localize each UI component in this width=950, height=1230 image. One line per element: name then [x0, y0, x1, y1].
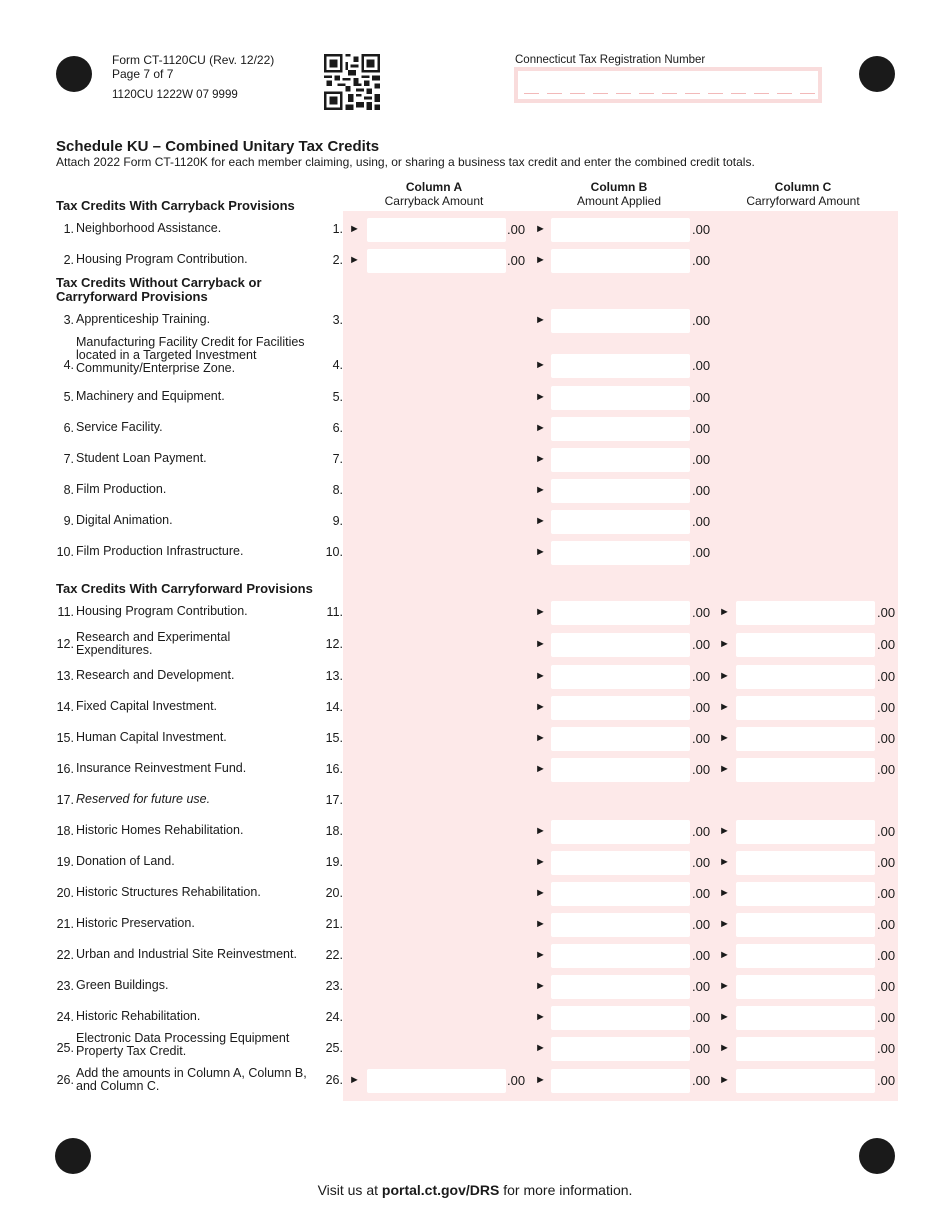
- line-16-column-c-input[interactable]: [736, 758, 875, 782]
- line-9-column-b-input[interactable]: [551, 510, 690, 534]
- line-number: 2.: [63, 253, 74, 267]
- line-number-right: 2.: [332, 253, 343, 267]
- entry-arrow-icon: ►: [719, 1011, 730, 1023]
- line-10-column-b-input[interactable]: [551, 541, 690, 565]
- line-12-column-b-input[interactable]: [551, 633, 690, 657]
- cents-label: .00: [692, 605, 711, 620]
- cents-label: .00: [507, 222, 526, 237]
- line-number-right: 7.: [332, 452, 343, 466]
- line-label: Research and Development.: [76, 668, 235, 682]
- line-number-right: 24.: [325, 1010, 343, 1024]
- line-23-column-b-input[interactable]: [551, 975, 690, 999]
- line-label: Service Facility.: [76, 420, 163, 434]
- entry-arrow-icon: ►: [535, 732, 546, 744]
- cents-label: .00: [507, 1073, 526, 1088]
- registration-number-field[interactable]: [514, 67, 822, 103]
- cents-label: .00: [692, 979, 711, 994]
- schedule-title: Schedule KU – Combined Unitary Tax Credits: [56, 138, 380, 155]
- line-number-right: 14.: [325, 700, 343, 714]
- entry-arrow-icon: ►: [349, 223, 360, 235]
- cents-label: .00: [877, 1073, 896, 1088]
- cents-label: .00: [692, 253, 711, 268]
- entry-arrow-icon: ►: [719, 763, 730, 775]
- line-number: 7.: [63, 452, 74, 466]
- line-number: 19.: [56, 855, 74, 869]
- cents-label: .00: [877, 637, 896, 652]
- entry-arrow-icon: ►: [719, 1042, 730, 1054]
- line-label: Fixed Capital Investment.: [76, 699, 218, 713]
- line-label: Neighborhood Assistance.: [76, 221, 222, 235]
- entry-arrow-icon: ►: [535, 314, 546, 326]
- cents-label: .00: [692, 731, 711, 746]
- entry-arrow-icon: ►: [535, 546, 546, 558]
- column-c-subtitle: Carryforward Amount: [746, 194, 860, 208]
- line-number-right: 4.: [332, 358, 343, 372]
- line-label: Manufacturing Facility Credit for Facilities located in a Targeted Investment Community/Enterprise Zone.: [76, 335, 305, 375]
- entry-arrow-icon: ►: [719, 638, 730, 650]
- line-3-column-b-input[interactable]: [551, 309, 690, 333]
- line-number-right: 5.: [332, 390, 343, 404]
- footer-prefix: Visit us at: [317, 1182, 378, 1198]
- line-1-column-b-input[interactable]: [551, 218, 690, 242]
- line-label: Historic Preservation.: [76, 916, 195, 930]
- footer-note: [0, 1182, 950, 1198]
- line-number: 21.: [56, 917, 74, 931]
- line-number-right: 6.: [332, 421, 343, 435]
- cents-label: .00: [877, 1010, 896, 1025]
- line-label: Historic Structures Rehabilitation.: [76, 885, 261, 899]
- line-label: Film Production Infrastructure.: [76, 544, 244, 558]
- section-carryforward-heading: Tax Credits With Carryforward Provisions: [56, 581, 313, 596]
- line-number-right: 22.: [325, 948, 343, 962]
- cents-label: .00: [877, 1041, 896, 1056]
- entry-arrow-icon: ►: [719, 949, 730, 961]
- cents-label: .00: [692, 669, 711, 684]
- line-11-column-c-input[interactable]: [736, 601, 875, 625]
- cents-label: .00: [692, 886, 711, 901]
- entry-arrow-icon: ►: [719, 606, 730, 618]
- cents-label: .00: [877, 669, 896, 684]
- line-number: 25.: [56, 1041, 74, 1055]
- cents-label: .00: [877, 855, 896, 870]
- cents-label: .00: [877, 824, 896, 839]
- cents-label: .00: [877, 948, 896, 963]
- entry-arrow-icon: ►: [535, 638, 546, 650]
- entry-arrow-icon: ►: [535, 856, 546, 868]
- line-1-column-a-input[interactable]: [367, 218, 506, 242]
- line-label: Film Production.: [76, 482, 167, 496]
- line-label: Human Capital Investment.: [76, 730, 227, 744]
- column-a-heading: [363, 180, 505, 208]
- line-2-column-a-input[interactable]: [367, 249, 506, 273]
- line-4-column-b-input[interactable]: [551, 354, 690, 378]
- line-5-column-b-input[interactable]: [551, 386, 690, 410]
- cents-label: .00: [692, 222, 711, 237]
- entry-arrow-icon: ►: [535, 1074, 546, 1086]
- cents-label: .00: [692, 700, 711, 715]
- line-number: 24.: [56, 1010, 74, 1024]
- line-11-column-b-input[interactable]: [551, 601, 690, 625]
- entry-arrow-icon: ►: [535, 1042, 546, 1054]
- footer-url[interactable]: portal.ct.gov/DRS: [381, 1182, 500, 1198]
- entry-arrow-icon: ►: [535, 254, 546, 266]
- line-24-column-b-input[interactable]: [551, 1006, 690, 1030]
- line-24-column-c-input[interactable]: [736, 1006, 875, 1030]
- line-12-column-c-input[interactable]: [736, 633, 875, 657]
- cents-label: .00: [692, 1073, 711, 1088]
- line-label: Donation of Land.: [76, 854, 175, 868]
- line-19-column-b-input[interactable]: [551, 851, 690, 875]
- entry-arrow-icon: ►: [719, 918, 730, 930]
- entry-arrow-icon: ►: [535, 484, 546, 496]
- entry-arrow-icon: ►: [535, 701, 546, 713]
- registration-mark: [859, 56, 895, 92]
- cents-label: .00: [692, 637, 711, 652]
- registration-mark: [859, 1138, 895, 1174]
- line-number-right: 13.: [325, 669, 343, 683]
- cents-label: .00: [692, 948, 711, 963]
- line-number: 6.: [63, 421, 74, 435]
- entry-arrow-icon: ►: [535, 918, 546, 930]
- line-21-column-b-input[interactable]: [551, 913, 690, 937]
- line-number: 11.: [57, 605, 74, 619]
- cents-label: .00: [692, 313, 711, 328]
- entry-arrow-icon: ►: [535, 825, 546, 837]
- line-label: Housing Program Contribution.: [76, 604, 248, 618]
- column-c-heading: [732, 180, 874, 208]
- cents-label: .00: [692, 390, 711, 405]
- line-label: Green Buildings.: [76, 978, 169, 992]
- line-number: 22.: [56, 948, 74, 962]
- line-number: 9.: [63, 514, 74, 528]
- line-label: Student Loan Payment.: [76, 451, 207, 465]
- line-number-right: 10.: [325, 545, 343, 559]
- line-number: 5.: [63, 390, 74, 404]
- column-a-title: Column A: [405, 180, 463, 194]
- line-16-column-b-input[interactable]: [551, 758, 690, 782]
- line-number-right: 18.: [325, 824, 343, 838]
- entry-arrow-icon: ►: [535, 980, 546, 992]
- entry-arrow-icon: ►: [719, 670, 730, 682]
- cents-label: .00: [692, 762, 711, 777]
- qr-code: [324, 54, 380, 110]
- entry-arrow-icon: ►: [535, 422, 546, 434]
- line-number-right: 26.: [325, 1073, 343, 1087]
- column-a-subtitle: Carryback Amount: [384, 194, 484, 208]
- entry-arrow-icon: ►: [349, 1074, 360, 1086]
- line-8-column-b-input[interactable]: [551, 479, 690, 503]
- line-number: 14.: [56, 700, 74, 714]
- line-number-right: 12.: [325, 637, 343, 651]
- line-number-right: 23.: [325, 979, 343, 993]
- line-14-column-c-input[interactable]: [736, 696, 875, 720]
- line-number: 13.: [56, 669, 74, 683]
- cents-label: .00: [877, 917, 896, 932]
- entry-arrow-icon: ►: [719, 856, 730, 868]
- line-26-column-b-input[interactable]: [551, 1069, 690, 1093]
- line-label: Historic Rehabilitation.: [76, 1009, 201, 1023]
- line-23-column-c-input[interactable]: [736, 975, 875, 999]
- line-18-column-b-input[interactable]: [551, 820, 690, 844]
- registration-mark: [55, 1138, 91, 1174]
- line-number: 16.: [56, 762, 74, 776]
- cents-label: .00: [877, 605, 896, 620]
- line-label: Machinery and Equipment.: [76, 389, 225, 403]
- line-number-right: 16.: [325, 762, 343, 776]
- line-22-column-b-input[interactable]: [551, 944, 690, 968]
- line-number-right: 20.: [325, 886, 343, 900]
- entry-arrow-icon: ►: [535, 606, 546, 618]
- cents-label: .00: [692, 483, 711, 498]
- line-number: 26.: [56, 1073, 74, 1087]
- cents-label: .00: [877, 700, 896, 715]
- line-number: 20.: [56, 886, 74, 900]
- line-number: 15.: [56, 731, 74, 745]
- line-2-column-b-input[interactable]: [551, 249, 690, 273]
- line-number-right: 15.: [325, 731, 343, 745]
- line-label: Insurance Reinvestment Fund.: [76, 761, 247, 775]
- line-18-column-c-input[interactable]: [736, 820, 875, 844]
- entry-arrow-icon: ►: [349, 254, 360, 266]
- line-number-right: 25.: [325, 1041, 343, 1055]
- line-20-column-c-input[interactable]: [736, 882, 875, 906]
- cents-label: .00: [692, 452, 711, 467]
- column-b-heading: [548, 180, 690, 208]
- schedule-instructions: Attach 2022 Form CT-1120K for each member claiming, using, or sharing a business tax credit and enter the combined credit totals.: [56, 155, 755, 169]
- cents-label: .00: [692, 824, 711, 839]
- line-21-column-c-input[interactable]: [736, 913, 875, 937]
- cents-label: .00: [692, 917, 711, 932]
- page-number: Page 7 of 7: [112, 67, 174, 81]
- cents-label: .00: [692, 545, 711, 560]
- line-number: 4.: [63, 358, 74, 372]
- entry-arrow-icon: ►: [535, 515, 546, 527]
- line-number-right: 11.: [326, 605, 343, 619]
- entry-arrow-icon: ►: [535, 223, 546, 235]
- line-25-column-c-input[interactable]: [736, 1037, 875, 1061]
- entry-arrow-icon: ►: [719, 701, 730, 713]
- section-without-carryback-heading: Tax Credits Without Carryback or Carryforward Provisions: [56, 275, 262, 304]
- cents-label: .00: [877, 762, 896, 777]
- line-number: 1.: [63, 222, 74, 236]
- form-code: 1120CU 1222W 07 9999: [112, 89, 238, 101]
- line-label: Electronic Data Processing Equipment Property Tax Credit.: [76, 1031, 290, 1058]
- cents-label: .00: [692, 358, 711, 373]
- cents-label: .00: [692, 855, 711, 870]
- entry-arrow-icon: ►: [535, 949, 546, 961]
- line-19-column-c-input[interactable]: [736, 851, 875, 875]
- line-number: 8.: [63, 483, 74, 497]
- entry-arrow-icon: ►: [535, 887, 546, 899]
- section-carryback-heading: Tax Credits With Carryback Provisions: [56, 198, 295, 213]
- line-13-column-c-input[interactable]: [736, 665, 875, 689]
- line-number-right: 8.: [332, 483, 343, 497]
- line-number-right: 21.: [325, 917, 343, 931]
- line-7-column-b-input[interactable]: [551, 448, 690, 472]
- line-number: 17.: [56, 793, 74, 807]
- entry-arrow-icon: ►: [535, 670, 546, 682]
- line-13-column-b-input[interactable]: [551, 665, 690, 689]
- line-label: Add the amounts in Column A, Column B, and Column C.: [76, 1066, 307, 1093]
- line-label: Historic Homes Rehabilitation.: [76, 823, 244, 837]
- line-number-right: 17.: [325, 793, 343, 807]
- line-number-right: 19.: [325, 855, 343, 869]
- cents-label: .00: [877, 731, 896, 746]
- entry-arrow-icon: ►: [535, 763, 546, 775]
- line-6-column-b-input[interactable]: [551, 417, 690, 441]
- entry-arrow-icon: ►: [719, 980, 730, 992]
- entry-arrow-icon: ►: [535, 1011, 546, 1023]
- cents-label: .00: [692, 1010, 711, 1025]
- entry-arrow-icon: ►: [719, 887, 730, 899]
- cents-label: .00: [692, 1041, 711, 1056]
- entry-arrow-icon: ►: [719, 732, 730, 744]
- line-label: Housing Program Contribution.: [76, 252, 248, 266]
- entry-arrow-icon: ►: [719, 1074, 730, 1086]
- line-20-column-b-input[interactable]: [551, 882, 690, 906]
- entry-arrow-icon: ►: [719, 825, 730, 837]
- line-label: Urban and Industrial Site Reinvestment.: [76, 947, 297, 961]
- line-number: 10.: [56, 545, 74, 559]
- line-15-column-b-input[interactable]: [551, 727, 690, 751]
- line-15-column-c-input[interactable]: [736, 727, 875, 751]
- line-number: 18.: [56, 824, 74, 838]
- line-22-column-c-input[interactable]: [736, 944, 875, 968]
- cents-label: .00: [692, 421, 711, 436]
- footer-suffix: for more information.: [503, 1182, 633, 1198]
- line-number-right: 9.: [332, 514, 343, 528]
- entry-arrow-icon: ►: [535, 359, 546, 371]
- cents-label: .00: [877, 886, 896, 901]
- registration-label: Connecticut Tax Registration Number: [515, 54, 706, 66]
- line-26-column-c-input[interactable]: [736, 1069, 875, 1093]
- line-number-right: 1.: [332, 222, 343, 236]
- line-14-column-b-input[interactable]: [551, 696, 690, 720]
- line-label: Digital Animation.: [76, 513, 173, 527]
- registration-mark: [56, 56, 92, 92]
- line-label: Reserved for future use.: [76, 792, 211, 806]
- line-number: 3.: [63, 313, 74, 327]
- entry-arrow-icon: ►: [535, 391, 546, 403]
- form-id: Form CT-1120CU (Rev. 12/22): [112, 53, 275, 67]
- column-b-title: Column B: [590, 180, 648, 194]
- line-number: 23.: [56, 979, 74, 993]
- entry-arrow-icon: ►: [535, 453, 546, 465]
- line-label: Apprenticeship Training.: [76, 312, 211, 326]
- line-label: Research and Experimental Expenditures.: [76, 630, 231, 657]
- column-c-title: Column C: [774, 180, 832, 194]
- cents-label: .00: [877, 979, 896, 994]
- line-number-right: 3.: [332, 313, 343, 327]
- line-26-column-a-input[interactable]: [367, 1069, 506, 1093]
- line-number: 12.: [56, 637, 74, 651]
- cents-label: .00: [692, 514, 711, 529]
- column-b-subtitle: Amount Applied: [576, 194, 662, 208]
- cents-label: .00: [507, 253, 526, 268]
- line-25-column-b-input[interactable]: [551, 1037, 690, 1061]
